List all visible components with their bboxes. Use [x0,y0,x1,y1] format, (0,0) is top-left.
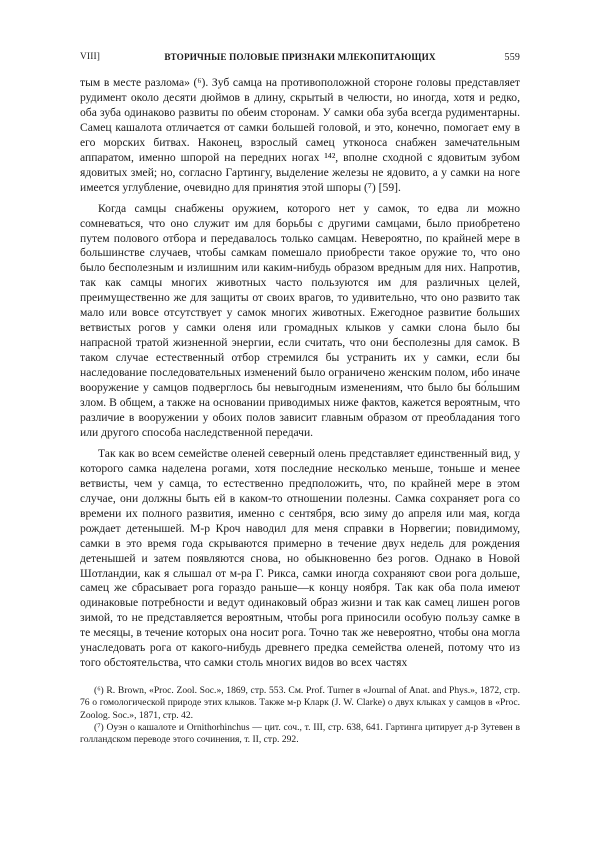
paragraph: Когда самцы снабжены оружием, которого нет у самок, то едва ли можно сомневаться, что оно служит им для борьбы с другими самцами, было приобретено путем полового отбора и передавалось только самцам. Невероятно, по крайней мере в большинстве случаев, чтобы самкам помешало приобрести такое оружие то, что оно было бесполезным и излишним или каким-нибудь образом вредным для них. Напротив, так как самцы многих животных часто пользуются им для различных целей, преимущественно же для защиты от своих врагов, то удивительно, что оно развито так мало или вовсе отсутствует у самок многих животных. Ежегодное развитие больших ветвистых рогов у самки оленя или громадных клыков у самки слона было бы напрасной тратой жизненной энергии, если считать, что они бесполезны для самок. В таком случае естественный отбор стремился бы устранить их у самки, если бы наследование последовательных изменений было ограничено женским полом, ибо иначе вооружение у самцов подверглось бы невыгодным изменениям, что было бы бо́льшим злом. В общем, а также на основании приводимых ниже фактов, кажется вероятным, что различие в вооружении у обоих полов зависит главным образом от преобладания того или другого способа наследственной передачи. [80,201,520,439]
footnote: (⁷) Оуэн о кашалоте и Ornithorhinchus — цит. соч., т. III, стр. 638, 641. Гартинга цитирует д-р Зутевен в голландском переводе этого сочинения, т. II, стр. 292. [80,721,520,745]
book-page [80,52,520,746]
page-number: 559 [504,52,520,63]
footnotes [80,685,520,746]
footnote: (⁶) R. Brown, «Proc. Zool. Soc.», 1869, стр. 553. См. Prof. Turner в «Journal of Anat. and Phys.», 1872, стр. 76 о гомологической природе этих клыков. Также м-р Кларк (J. W. Clarke) о двух клыках у самцов в «Proc. Zoolog. Soc.», 1871, стр. 42. [80,685,520,721]
paragraph: Так как во всем семействе оленей северный олень представляет единственный вид, у которого самка наделена рогами, хотя последние несколько меньше, тоньше и менее ветвисты, чем у самца, то естественно предположить, что, по крайней мере в этом случае, они должны быть ей в каком-то отношении полезны. Самка сохраняет рога со времени их полного развития, именно с сентября, всю зиму до апреля или мая, когда рождает детенышей. М-р Кроч наводил для меня справки в Норвегии; повидимому, самки в это время года скрываются примерно в течение двух недель для рождения детенышей и затем появляются снова, но обыкновенно без рогов. Однако в Новой Шотландии, как я слышал от м-ра Г. Рикса, самки иногда сохраняют свои рога дольше, самец же сбрасывает рога гораздо раньше—к концу ноября. Так как оба пола имеют одинаковые потребности и ведут одинаковый образ жизни и так как самец лишен рогов зимой, то не представляется вероятным, чтобы рога приносили особую пользу самке в те месяцы, в течение которых она носит рога. Точно так же невероятно, чтобы она могла унаследовать рога от какого-нибудь древнего предка семейства оленей, потому что из того обстоятельства, что самки столь многих видов во всех частях [80,446,520,670]
paragraph-continued: тым в месте разлома» (⁶). Зуб самца на противоположной стороне головы представляет рудимент около десяти дюймов в длину, скрытый в челюсти, но иногда, хотя и редко, оба зуба одинаково развиты по обеим сторонам. У самки оба зуба всегда рудиментарны. Самец кашалота отличается от самки большей головой, и это, конечно, помогает ему в его морских битвах. Наконец, взрослый самец утконоса снабжен замечательным аппаратом, именно шпорой на передних ногах ¹⁴², вполне сходной с ядовитым зубом ядовитых змей; но, согласно Гартингу, выделение железы не ядовито, а у самки на ноге имеется углубление, очевидно для принятия этой шпоры (⁷) [59]. [80,76,520,194]
main-text [80,76,520,671]
running-header [80,52,520,68]
running-title: ВТОРИЧНЫЕ ПОЛОВЫЕ ПРИЗНАКИ МЛЕКОПИТАЮЩИХ [164,52,436,62]
chapter-number: VIII] [80,52,101,62]
